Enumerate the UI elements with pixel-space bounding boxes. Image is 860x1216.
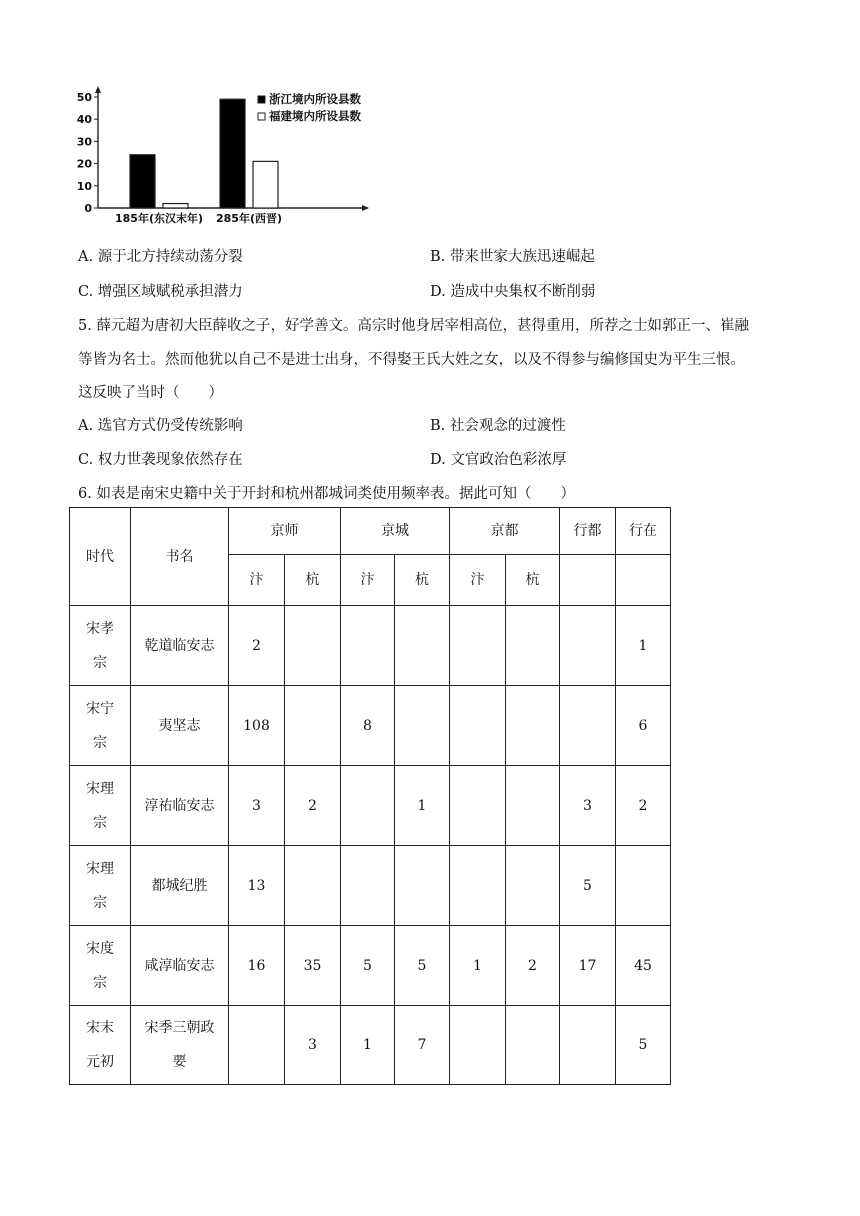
book-cell-line: 宋季三朝政 [144,1020,215,1036]
count-cell [341,846,395,926]
count-cell: 5 [560,846,616,926]
count-cell [395,686,450,766]
count-cell: 2 [616,766,671,846]
q5-stem-line-1: 5. 薛元超为唐初大臣薛收之子，好学善文。高宗时他身居宰相高位，甚得重用，所荐之士如郭正一、崔融 [78,318,749,334]
count-cell [506,686,560,766]
book-cell-line: 都城纪胜 [151,877,208,894]
count-cell [506,846,560,926]
count-cell: 2 [506,926,560,1006]
subheader-hang: 杭 [506,555,560,606]
q5-option-b[interactable]: B. 社会观念的过渡性 [430,418,566,434]
count-cell: 13 [229,846,285,926]
q4-option-c[interactable]: C. 增强区域赋税承担潜力 [78,284,243,300]
book-cell [131,686,229,766]
count-cell [285,686,341,766]
count-cell [560,686,616,766]
q6-stem: 6. 如表是南宋史籍中关于开封和杭州都城词类使用频率表。据此可知（ ） [78,486,575,502]
era-cell-line: 宋度 [86,940,114,957]
count-cell [506,1006,560,1085]
table-row [70,606,671,686]
count-cell: 3 [560,766,616,846]
count-cell [450,766,506,846]
count-cell [506,606,560,686]
count-cell: 3 [229,766,285,846]
legend-swatch [258,113,265,120]
era-cell-line: 宋理 [86,860,114,877]
count-cell: 1 [450,926,506,1006]
count-cell: 35 [285,926,341,1006]
era-cell-line: 宋理 [86,780,114,797]
book-cell-line: 乾道临安志 [144,637,215,654]
subheader-hang: 杭 [395,555,450,606]
count-cell: 1 [395,766,450,846]
q5-stem-line-3: 这反映了当时（ ） [78,385,223,401]
subheader-bian: 汴 [450,555,506,606]
legend-swatch [258,96,265,103]
count-cell [560,606,616,686]
y-tick-label: 30 [76,135,92,149]
era-cell [70,686,131,766]
book-cell [131,606,229,686]
bar-zhejiang [130,155,155,208]
count-cell [450,846,506,926]
y-tick-label: 40 [76,113,92,127]
count-cell: 5 [395,926,450,1006]
header-book: 书名 [131,508,229,606]
subheader-empty [616,555,671,606]
book-cell-line: 要 [172,1054,187,1070]
y-tick-label: 0 [84,202,92,215]
era-cell [70,846,131,926]
count-cell: 1 [341,1006,395,1085]
era-cell [70,1006,131,1085]
bar-fujian [253,161,278,208]
count-cell [229,1006,285,1085]
count-cell [506,766,560,846]
era-cell-line: 宗 [93,894,107,911]
count-cell: 108 [229,686,285,766]
count-cell [616,846,671,926]
y-tick-label: 10 [76,179,92,193]
count-cell [341,606,395,686]
header-jingshi: 京师 [229,508,341,555]
era-cell-line: 宗 [93,734,107,751]
q5-stem-line-2: 等皆为名士。然而他犹以自己不是进士出身，不得娶王氏大姓之女，以及不得参与编修国史为平生三恨。 [78,352,745,368]
count-cell [341,766,395,846]
count-cell: 3 [285,1006,341,1085]
count-cell [450,1006,506,1085]
count-cell: 45 [616,926,671,1006]
county-count-bar-chart [70,85,390,230]
book-cell-line: 淳祐临安志 [144,797,215,814]
count-cell: 7 [395,1006,450,1085]
count-cell: 5 [341,926,395,1006]
subheader-bian: 汴 [341,555,395,606]
count-cell: 16 [229,926,285,1006]
bar-fujian [163,204,188,208]
y-tick-label: 50 [76,91,92,104]
y-axis-arrow [95,86,101,93]
count-cell: 8 [341,686,395,766]
table-row [70,846,671,926]
era-cell-line: 宋末 [86,1020,114,1036]
count-cell [450,686,506,766]
x-axis-arrow [362,205,369,211]
header-xingzai: 行在 [616,508,671,555]
subheader-hang: 杭 [285,555,341,606]
era-cell [70,926,131,1006]
count-cell [450,606,506,686]
q4-option-d[interactable]: D. 造成中央集权不断削弱 [430,284,596,300]
q4-option-a[interactable]: A. 源于北方持续动荡分裂 [78,249,243,265]
subheader-bian: 汴 [229,555,285,606]
table-row [70,766,671,846]
legend-label: 福建境内所设县数 [269,109,361,123]
subheader-empty [560,555,616,606]
count-cell: 2 [285,766,341,846]
count-cell: 1 [616,606,671,686]
table-row [70,686,671,766]
era-cell-line: 宗 [93,814,107,831]
q4-option-b[interactable]: B. 带来世家大族迅速崛起 [430,249,595,265]
count-cell [285,846,341,926]
era-cell-line: 宋孝 [86,620,114,637]
q5-option-d[interactable]: D. 文官政治色彩浓厚 [430,452,567,468]
header-jingcheng: 京城 [341,508,450,555]
table-row [70,1006,671,1085]
count-cell [395,606,450,686]
y-tick-label: 20 [76,157,92,171]
count-cell: 6 [616,686,671,766]
q5-option-c[interactable]: C. 权力世袭现象依然存在 [78,452,243,468]
era-cell-line: 宋宁 [86,700,114,717]
header-era: 时代 [70,508,131,606]
era-cell [70,606,131,686]
count-cell [285,606,341,686]
capital-term-frequency-table [69,507,671,1085]
x-tick-label: 185年(东汉末年) [114,212,204,225]
count-cell [560,1006,616,1085]
era-cell-line: 宗 [93,974,107,991]
book-cell-line: 咸淳临安志 [144,957,215,974]
bar-zhejiang [220,99,245,208]
legend-label: 浙江境内所设县数 [269,92,361,106]
count-cell [395,846,450,926]
count-cell: 2 [229,606,285,686]
table-row [70,926,671,1006]
count-cell: 17 [560,926,616,1006]
header-jingdu: 京都 [450,508,560,555]
book-cell-line: 夷坚志 [158,717,201,734]
header-xingdu: 行都 [560,508,616,555]
era-cell [70,766,131,846]
book-cell [131,846,229,926]
x-tick-label: 285年(西晋) [215,212,283,225]
era-cell-line: 宗 [93,654,107,671]
book-cell [131,926,229,1006]
book-cell [131,1006,229,1085]
era-cell-line: 元初 [86,1054,114,1070]
q5-option-a[interactable]: A. 选官方式仍受传统影响 [78,418,243,434]
book-cell [131,766,229,846]
count-cell: 5 [616,1006,671,1085]
